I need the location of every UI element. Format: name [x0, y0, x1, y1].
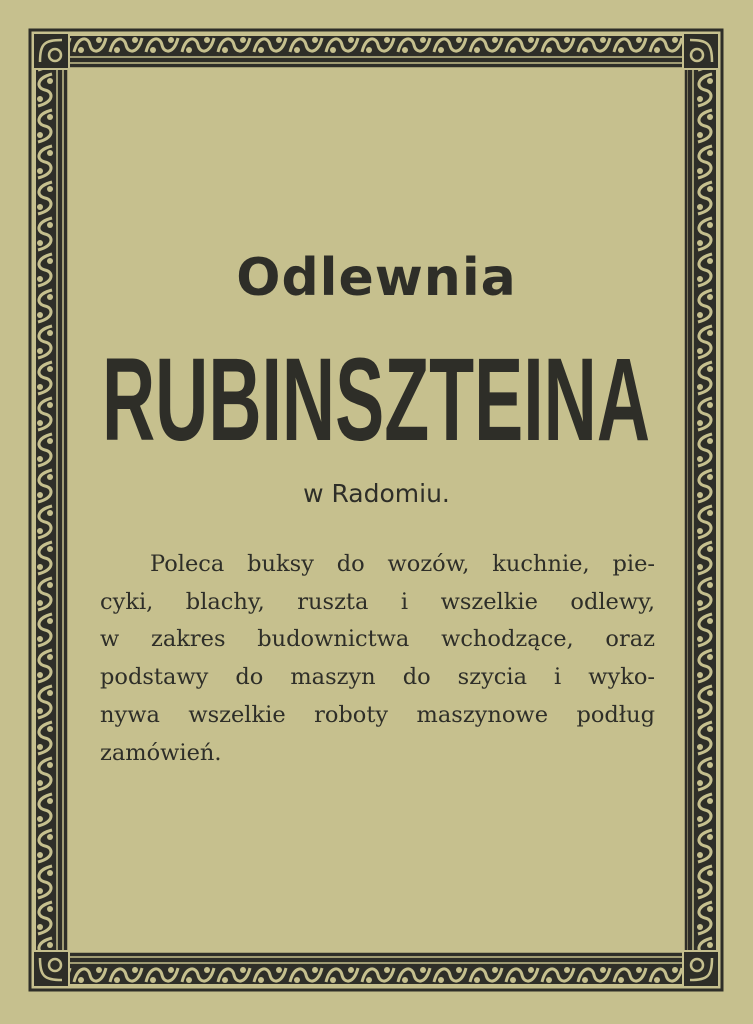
body-line: cyki, blachy, ruszta i wszelkie odlewy,	[100, 588, 655, 615]
body-line: w zakres budownictwa wchodzące, oraz	[100, 626, 655, 653]
location-subtitle: w Radomiu.	[303, 479, 450, 508]
title-rubinszteina	[100, 338, 652, 448]
body-line: podstawy do maszyn do szycia i wyko-	[100, 664, 655, 691]
title-odlewnia: Odlewnia	[236, 248, 517, 308]
title-rubinszteina-text: RUBINSZTEINA	[102, 338, 650, 448]
body-line: nywa wszelkie roboty maszynowe podług	[100, 701, 655, 728]
body-line: Poleca buksy do wozów, kuchnie, pie-	[150, 551, 655, 577]
advertisement-content	[70, 70, 683, 950]
body-line: zamówień.	[100, 739, 222, 766]
body-paragraph	[100, 546, 655, 772]
